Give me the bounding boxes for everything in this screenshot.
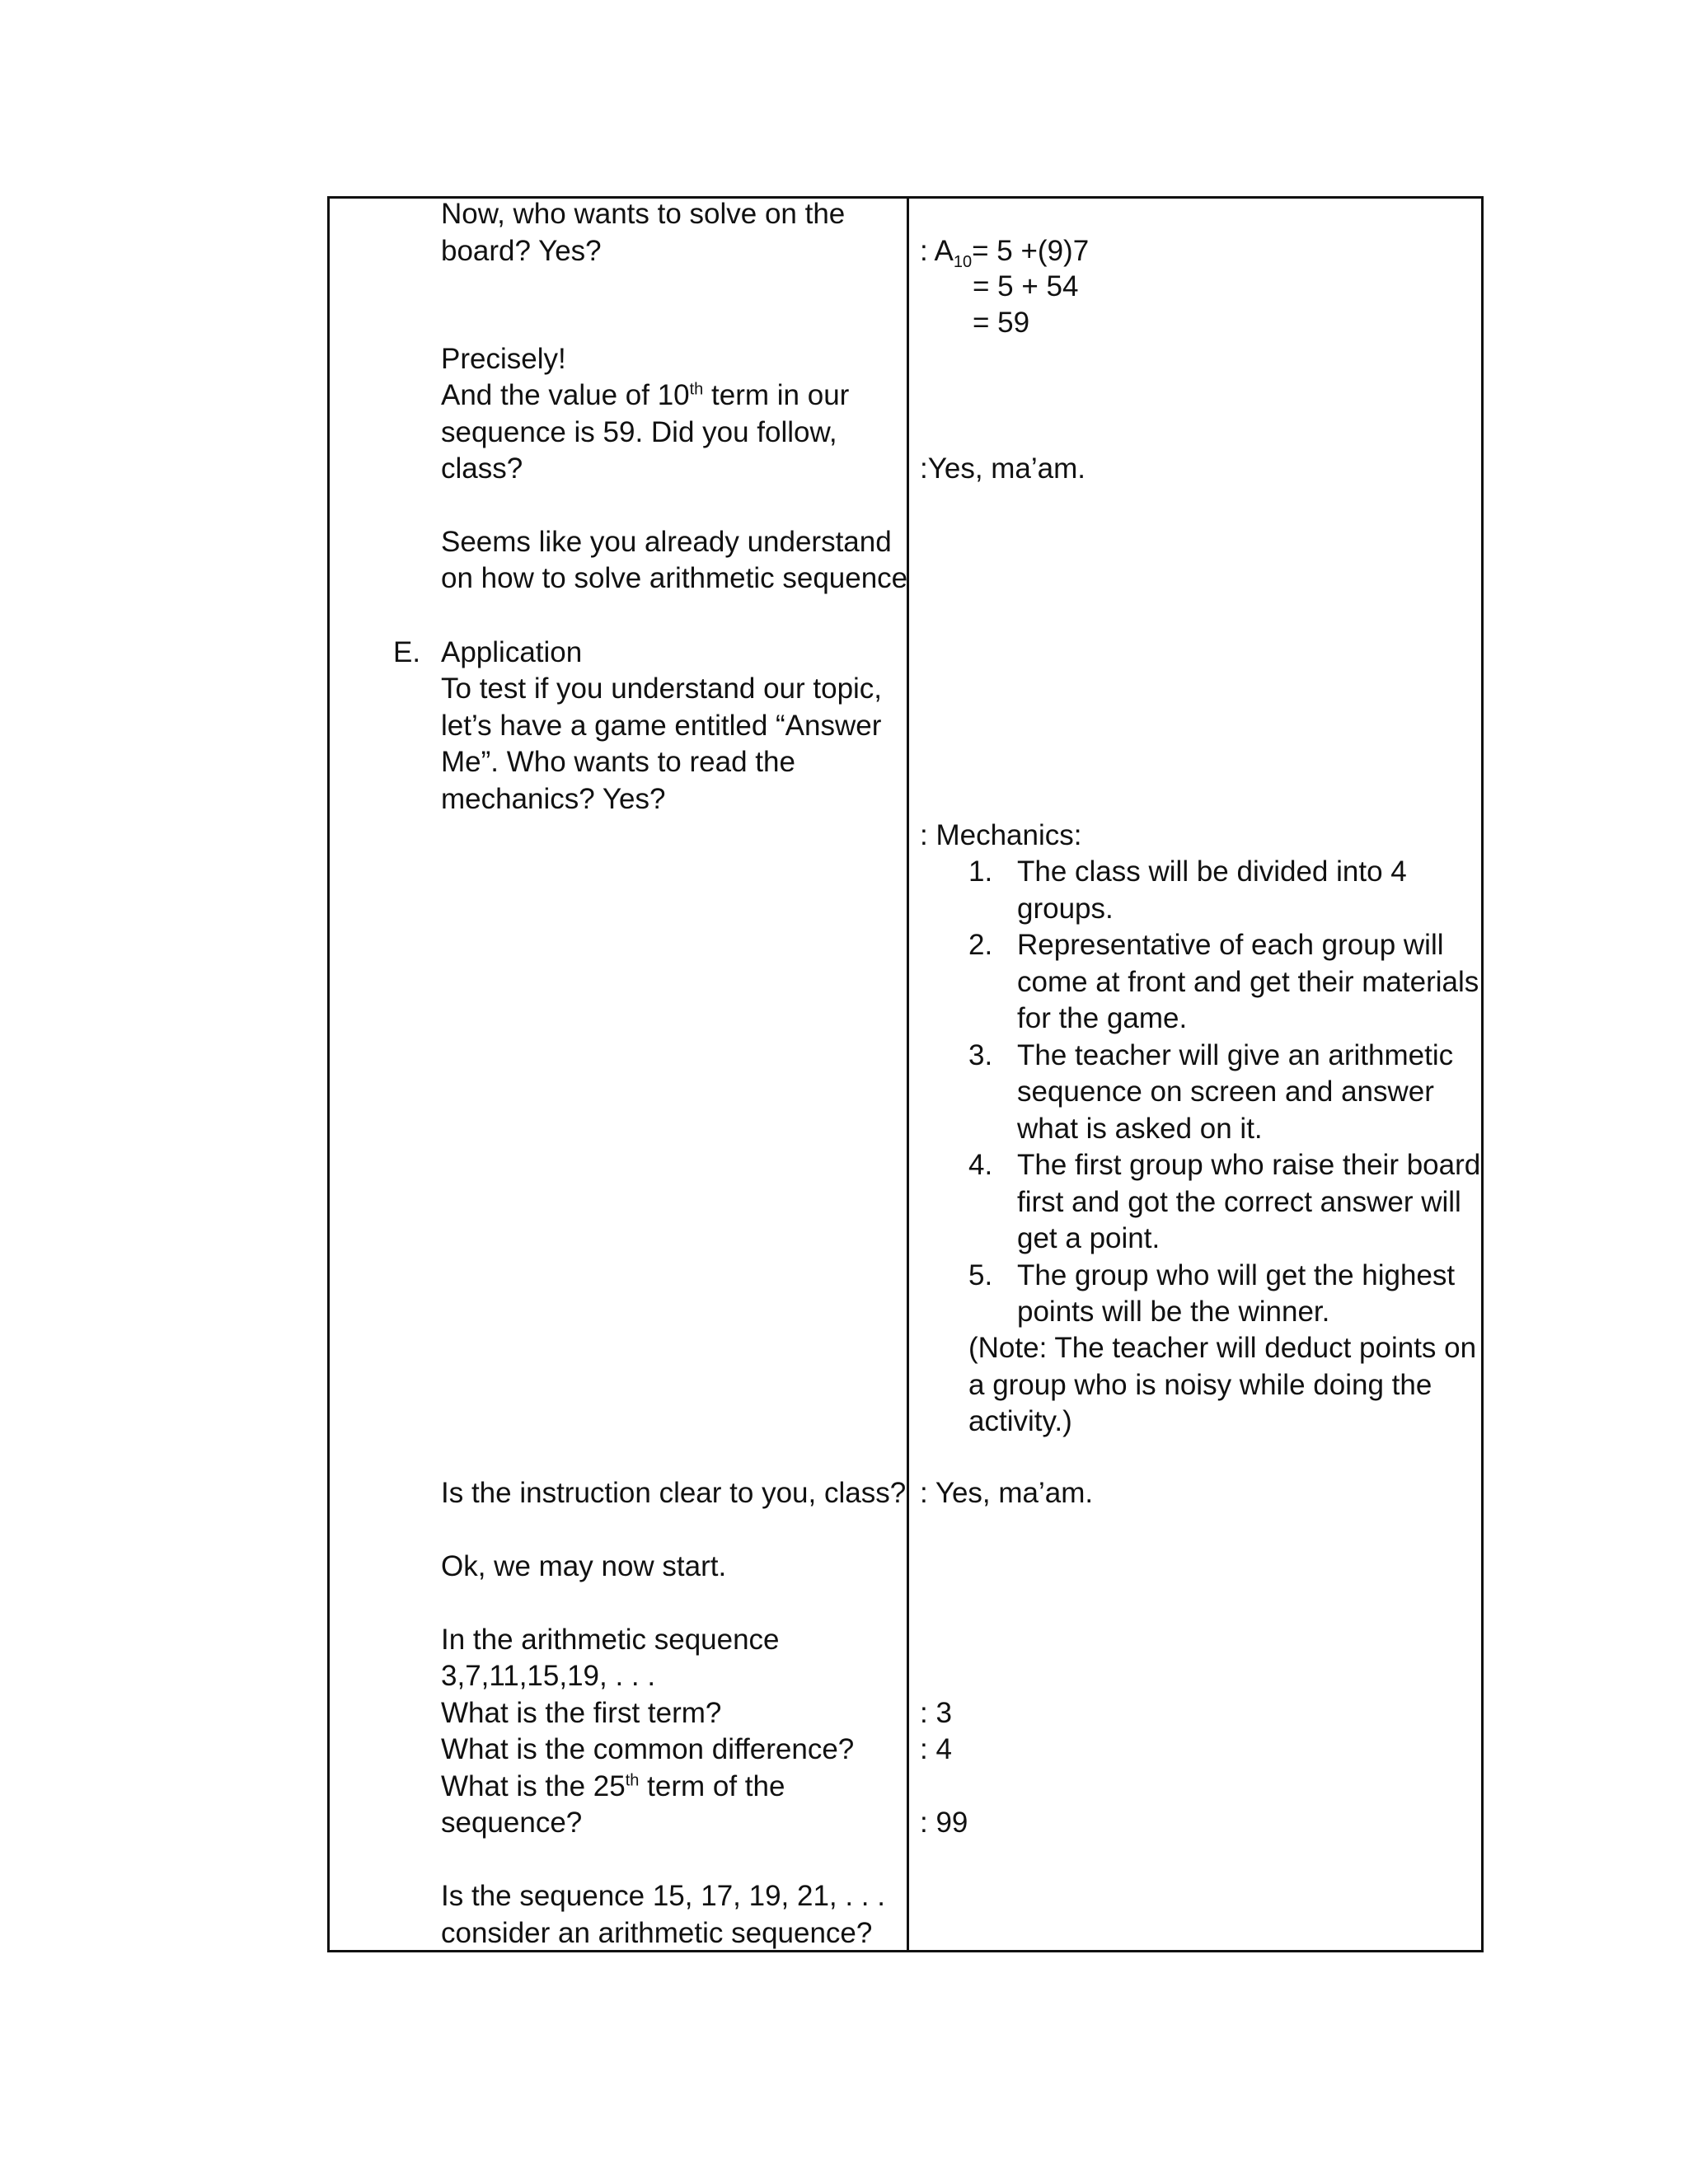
- teacher-text: Me”. Who wants to read the: [441, 746, 795, 778]
- teacher-text: 3,7,11,15,19, . . .: [441, 1660, 656, 1692]
- list-item: The class will be divided into 4: [1017, 855, 1407, 888]
- student-text: : $A_{10}= 5 +(9)7$: [920, 235, 1090, 271]
- teacher-text: on how to solve arithmetic sequence: [441, 562, 908, 594]
- teacher-text: Now, who wants to solve on the: [441, 198, 846, 230]
- teacher-text: What is the 25th term of the: [441, 1770, 785, 1802]
- list-item: The teacher will give an arithmetic: [1017, 1039, 1454, 1071]
- mechanics-title: : Mechanics:: [920, 819, 1082, 851]
- section-title: Application: [441, 636, 583, 668]
- list-number: 1.: [968, 855, 993, 888]
- student-text: = 59: [973, 307, 1030, 339]
- teacher-text: Seems like you already understand: [441, 526, 892, 558]
- teacher-text: Ok, we may now start.: [441, 1550, 727, 1582]
- teacher-text: Precisely!: [441, 343, 566, 375]
- teacher-text: And the value of 10th term in our: [441, 379, 850, 411]
- note-text: activity.): [968, 1405, 1072, 1437]
- column-divider: [907, 199, 909, 1950]
- note-text: (Note: The teacher will deduct points on: [968, 1332, 1477, 1364]
- student-answer: : 3: [920, 1697, 952, 1729]
- section-letter: E.: [393, 636, 421, 668]
- teacher-text: Is the sequence 15, 17, 19, 21, . . .: [441, 1880, 885, 1912]
- list-item: Representative of each group will: [1017, 929, 1444, 961]
- list-item: The group who will get the highest: [1017, 1259, 1456, 1291]
- teacher-text: To test if you understand our topic,: [441, 673, 883, 705]
- teacher-text: mechanics? Yes?: [441, 783, 666, 815]
- teacher-text: What is the first term?: [441, 1697, 722, 1729]
- teacher-text: consider an arithmetic sequence?: [441, 1917, 873, 1949]
- teacher-text: class?: [441, 452, 523, 485]
- teacher-text: sequence is 59. Did you follow,: [441, 416, 837, 448]
- student-text: : Yes, ma’am.: [920, 1477, 1094, 1509]
- list-item: groups.: [1017, 893, 1114, 925]
- list-number: 5.: [968, 1259, 993, 1291]
- list-item: for the game.: [1017, 1002, 1188, 1034]
- list-item: what is asked on it.: [1017, 1113, 1263, 1145]
- student-text: = 5 + 54: [973, 270, 1079, 302]
- student-answer: : 4: [920, 1733, 952, 1765]
- list-number: 3.: [968, 1039, 993, 1071]
- list-item: first and got the correct answer will: [1017, 1186, 1461, 1218]
- teacher-text: Is the instruction clear to you, class?: [441, 1477, 907, 1509]
- student-answer: : 99: [920, 1807, 968, 1839]
- teacher-text: What is the common difference?: [441, 1733, 855, 1765]
- teacher-text: board? Yes?: [441, 235, 602, 267]
- note-text: a group who is noisy while doing the: [968, 1369, 1432, 1401]
- list-number: 4.: [968, 1149, 993, 1181]
- list-number: 2.: [968, 929, 993, 961]
- list-item: sequence on screen and answer: [1017, 1076, 1434, 1108]
- list-item: The first group who raise their board: [1017, 1149, 1481, 1181]
- list-item: get a point.: [1017, 1222, 1160, 1254]
- list-item: points will be the winner.: [1017, 1296, 1330, 1328]
- list-item: come at front and get their materials: [1017, 966, 1479, 998]
- teacher-text: sequence?: [441, 1807, 583, 1839]
- student-text: :Yes, ma’am.: [920, 452, 1086, 485]
- teacher-text: In the arithmetic sequence: [441, 1624, 780, 1656]
- teacher-text: let’s have a game entitled “Answer: [441, 710, 882, 742]
